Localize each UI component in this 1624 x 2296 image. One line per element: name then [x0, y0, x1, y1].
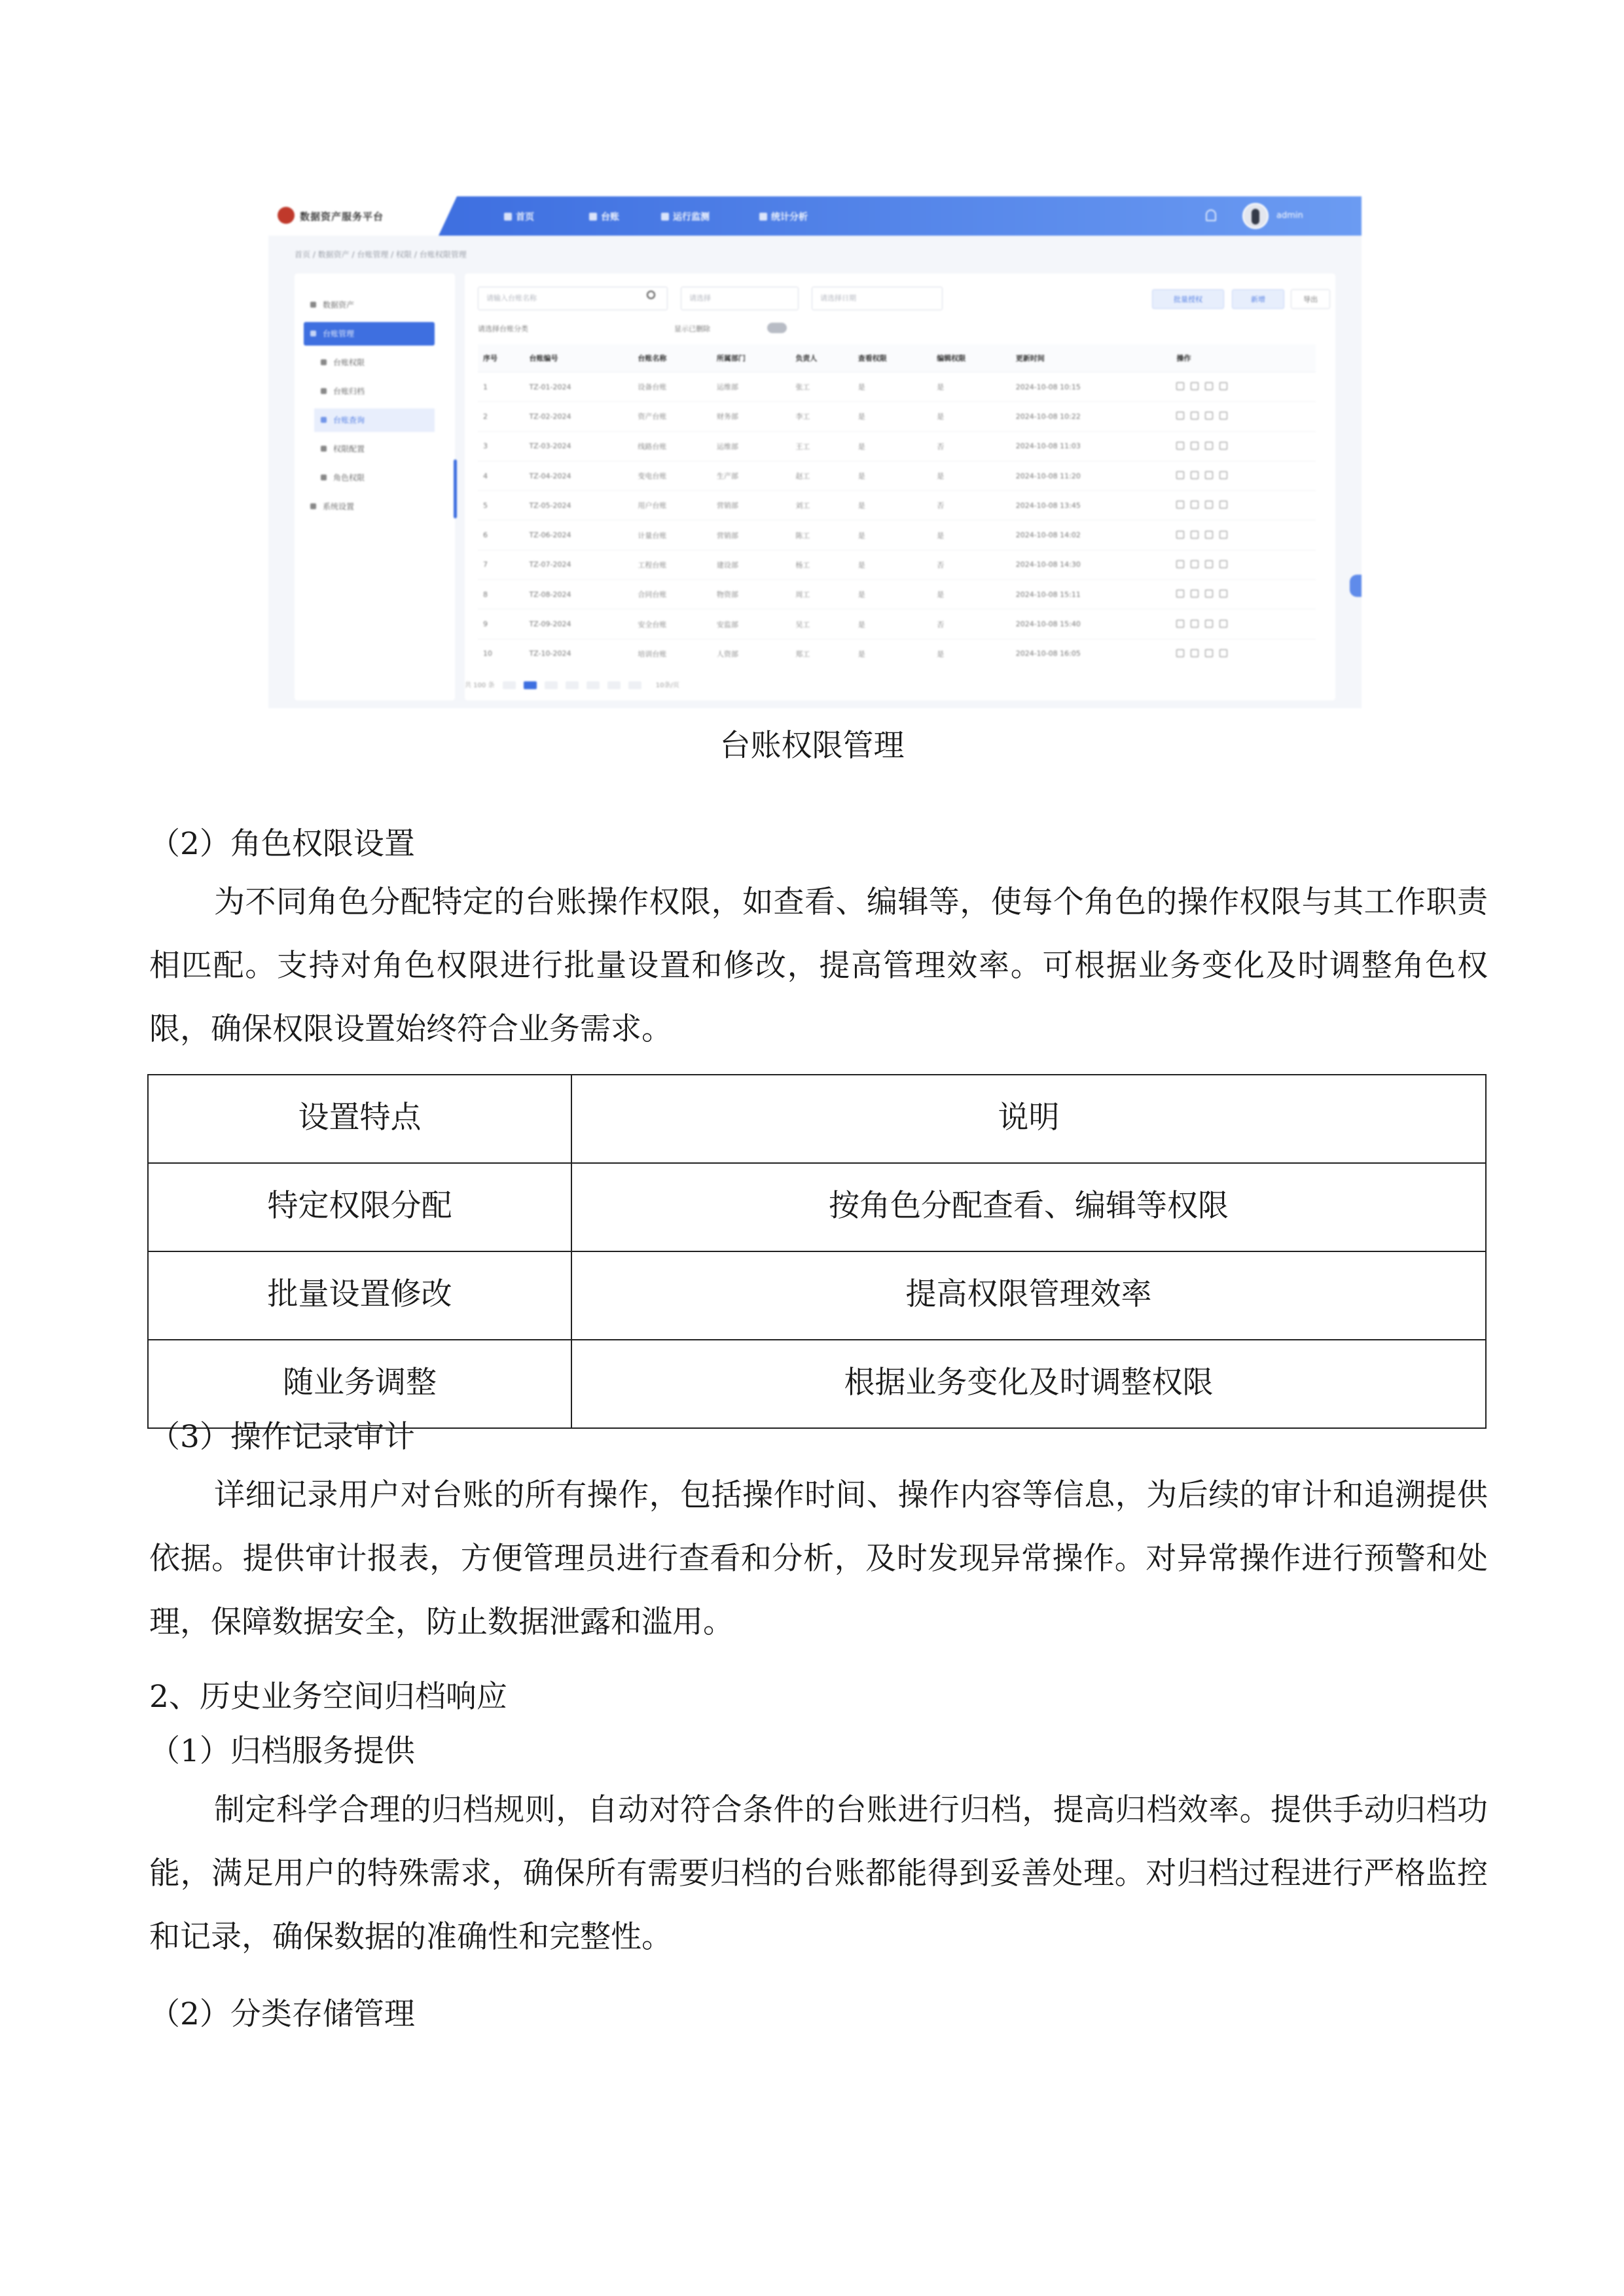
edit-icon[interactable] [1191, 649, 1199, 657]
page-button[interactable] [566, 681, 579, 689]
category-filter[interactable]: 请选择台账分类 [478, 325, 528, 333]
table-cell: 郑工 [790, 639, 852, 668]
avatar[interactable] [1242, 203, 1269, 229]
section-audit-heading: （3）操作记录审计 [149, 1419, 415, 1455]
table-row[interactable] [478, 461, 1316, 490]
table-row[interactable] [478, 580, 1316, 609]
table-cell: 是 [853, 550, 931, 579]
row-actions [1171, 550, 1316, 579]
view-icon[interactable] [1176, 412, 1184, 420]
delete-icon[interactable] [1219, 649, 1227, 657]
user-name[interactable]: admin [1276, 211, 1303, 221]
batch-authorize-button[interactable]: 批量授权 [1152, 289, 1224, 309]
para-audit: 详细记录用户对台账的所有操作，包括操作时间、操作内容等信息，为后续的审计和追溯提供依据。提供审计报表，方便管理员进行查看和分析，及时发现异常操作。对异常操作进行预警和处理，保障数据安全，防止数据泄露和滥用。 [149, 1477, 1488, 1640]
table-row[interactable] [478, 491, 1316, 520]
table-cell: 否 [931, 550, 1010, 579]
delete-icon[interactable] [1219, 590, 1227, 598]
table-cell: 运维部 [712, 431, 790, 461]
table-cell: 2024-10-08 10:15 [1011, 372, 1172, 402]
sidebar-item-query[interactable]: 台账查询 [314, 408, 435, 432]
table-cell: 特定权限分配 [148, 1163, 571, 1251]
table-cell: 线路台账 [632, 431, 711, 461]
row-actions [1171, 639, 1316, 668]
role-permission-table [147, 1074, 1487, 1429]
row-actions [1171, 580, 1316, 609]
nav-stats[interactable]: 统计分析 [759, 210, 808, 223]
table-cell: 赵工 [790, 461, 852, 490]
sidebar-item-archive[interactable]: 台账归档 [314, 380, 435, 403]
table-cell: 设备台账 [632, 372, 711, 402]
table-cell: TZ-01-2024 [524, 372, 632, 402]
table-cell: 按角色分配查看、编辑等权限 [571, 1163, 1486, 1251]
copy-icon[interactable] [1205, 560, 1213, 568]
edit-icon[interactable] [1191, 531, 1199, 539]
copy-icon[interactable] [1205, 531, 1213, 539]
date-picker[interactable]: 请选择日期 [812, 287, 943, 310]
row-actions [1171, 520, 1316, 550]
table-cell: 5 [478, 491, 524, 520]
table-cell: 是 [853, 461, 931, 490]
view-icon[interactable] [1176, 560, 1184, 568]
copy-icon[interactable] [1205, 442, 1213, 450]
page-button[interactable] [545, 681, 558, 689]
table-cell: 4 [478, 461, 524, 490]
row-actions [1171, 372, 1316, 402]
floating-help-button[interactable] [1350, 575, 1362, 597]
delete-icon[interactable] [1219, 442, 1227, 450]
view-icon[interactable] [1176, 620, 1184, 628]
edit-icon[interactable] [1191, 442, 1199, 450]
table-cell: 批量设置修改 [148, 1251, 571, 1340]
figure-caption: 台账权限管理 [719, 728, 905, 764]
monitor-icon [661, 213, 669, 221]
table-cell: TZ-07-2024 [524, 550, 632, 579]
section-storage-heading: （2）分类存储管理 [149, 1996, 415, 2032]
table-cell: 张工 [790, 372, 852, 402]
table-cell: 2024-10-08 14:02 [1011, 520, 1172, 550]
sidebar-item-role-permission[interactable]: 角色权限 [314, 466, 435, 490]
edit-icon[interactable] [1191, 412, 1199, 420]
nav-monitor[interactable]: 运行监测 [661, 210, 710, 223]
export-button[interactable]: 导出 [1291, 289, 1330, 309]
table-cell: 营销部 [712, 491, 790, 520]
table-cell: 培训台账 [632, 639, 711, 668]
table-cell: TZ-09-2024 [524, 609, 632, 639]
nav-home[interactable]: 首页 [504, 210, 534, 223]
breadcrumb: 首页 / 数据资产 / 台账管理 / 权限 / 台账权限管理 [295, 250, 467, 259]
table-cell: 生产部 [712, 461, 790, 490]
table-cell: 杨工 [790, 550, 852, 579]
table-cell: TZ-03-2024 [524, 431, 632, 461]
table-cell: 9 [478, 609, 524, 639]
table-cell: 物资部 [712, 580, 790, 609]
table-row [148, 1251, 1486, 1340]
edit-icon[interactable] [1191, 471, 1199, 479]
row-actions [1171, 431, 1316, 461]
table-cell: 资产台账 [632, 402, 711, 431]
table-cell: 2024-10-08 11:03 [1011, 431, 1172, 461]
table-cell: 王工 [790, 431, 852, 461]
section-service-heading: （1）归档服务提供 [149, 1733, 415, 1769]
column-header: 操作 [1171, 344, 1316, 372]
table-cell: 运维部 [712, 372, 790, 402]
table-cell: 1 [478, 372, 524, 402]
copy-icon[interactable] [1205, 501, 1213, 509]
table-row[interactable] [478, 639, 1316, 668]
column-header: 台账名称 [632, 344, 711, 372]
table-cell: 营销部 [712, 520, 790, 550]
delete-icon[interactable] [1219, 620, 1227, 628]
table-cell: 安监部 [712, 609, 790, 639]
main-panel [465, 274, 1335, 700]
edit-icon[interactable] [1191, 590, 1199, 598]
sidebar-item-assets[interactable]: 数据资产 [304, 293, 435, 317]
table-header-cell: 说明 [571, 1075, 1486, 1163]
bell-icon[interactable] [1206, 209, 1216, 221]
sidebar-item-ledger-permission[interactable]: 台账权限 [314, 351, 435, 374]
pager-size[interactable]: 10条/页 [655, 682, 679, 689]
table-cell: 10 [478, 639, 524, 668]
column-header: 编辑权限 [931, 344, 1010, 372]
table-cell: 2024-10-08 13:45 [1011, 491, 1172, 520]
column-header: 查看权限 [853, 344, 931, 372]
delete-icon[interactable] [1219, 412, 1227, 420]
column-header: 负责人 [790, 344, 852, 372]
view-icon[interactable] [1176, 382, 1184, 390]
edit-icon[interactable] [1191, 382, 1199, 390]
table-cell: 是 [853, 491, 931, 520]
view-icon[interactable] [1176, 531, 1184, 539]
table-cell: 是 [931, 520, 1010, 550]
pagination [465, 679, 679, 689]
view-icon[interactable] [1176, 649, 1184, 657]
para-role: 为不同角色分配特定的台账操作权限，如查看、编辑等，使每个角色的操作权限与其工作职责相匹配。支持对角色权限进行批量设置和修改，提高管理效率。可根据业务变化及时调整角色权限，确保权限设置始终符合业务需求。 [149, 884, 1488, 1047]
table-row[interactable] [478, 372, 1316, 402]
row-actions [1171, 609, 1316, 639]
table-cell: 是 [931, 639, 1010, 668]
add-button[interactable]: 新增 [1232, 289, 1284, 309]
table-cell: 变电台账 [632, 461, 711, 490]
department-select[interactable]: 请选择 [681, 287, 799, 310]
delete-icon[interactable] [1219, 501, 1227, 509]
table-cell: 8 [478, 580, 524, 609]
table-header-row [478, 344, 1316, 372]
table-cell: 2024-10-08 10:22 [1011, 402, 1172, 431]
table-cell: 是 [853, 431, 931, 461]
table-cell: 工程台账 [632, 550, 711, 579]
page-prev[interactable] [503, 681, 516, 689]
copy-icon[interactable] [1205, 382, 1213, 390]
table-cell: TZ-04-2024 [524, 461, 632, 490]
view-icon[interactable] [1176, 590, 1184, 598]
table-cell: 否 [931, 431, 1010, 461]
copy-icon[interactable] [1205, 620, 1213, 628]
table-cell: 刘工 [790, 491, 852, 520]
table-cell: 计量台账 [632, 520, 711, 550]
table-cell: TZ-05-2024 [524, 491, 632, 520]
para-service: 制定科学合理的归档规则，自动对符合条件的台账进行归档，提高归档效率。提供手动归档功能，满足用户的特殊需求，确保所有需要归档的台账都能得到妥善处理。对归档过程进行严格监控和记录，确保数据的准确性和完整性。 [149, 1792, 1488, 1955]
table-cell: 建设部 [712, 550, 790, 579]
table-cell: 根据业务变化及时调整权限 [571, 1340, 1486, 1428]
table-header-row [148, 1075, 1486, 1163]
home-icon [504, 213, 512, 221]
row-actions [1171, 402, 1316, 431]
delete-icon[interactable] [1219, 382, 1227, 390]
sidebar [295, 274, 455, 700]
view-icon[interactable] [1176, 501, 1184, 509]
copy-icon[interactable] [1205, 412, 1213, 420]
platform-title: 数据资产服务平台 [300, 211, 384, 223]
nav-ledger[interactable]: 台账 [589, 210, 619, 223]
table-cell: 2 [478, 402, 524, 431]
header-nav-bar [439, 196, 1362, 236]
table-cell: 吴工 [790, 609, 852, 639]
show-deleted-toggle[interactable] [767, 323, 787, 333]
table-row [148, 1163, 1486, 1251]
table-cell: 财务部 [712, 402, 790, 431]
table-cell: 否 [931, 609, 1010, 639]
table-cell: 7 [478, 550, 524, 579]
table-cell: 是 [931, 461, 1010, 490]
table-cell: 是 [853, 402, 931, 431]
table-cell: 2024-10-08 15:11 [1011, 580, 1172, 609]
delete-icon[interactable] [1219, 471, 1227, 479]
table-header-cell: 设置特点 [148, 1075, 571, 1163]
table-cell: 是 [853, 639, 931, 668]
page-current[interactable] [524, 681, 537, 689]
ledger-permission-screenshot [268, 196, 1362, 708]
edit-icon[interactable] [1191, 620, 1199, 628]
table-cell: 是 [853, 580, 931, 609]
delete-icon[interactable] [1219, 531, 1227, 539]
platform-logo [278, 207, 295, 224]
column-header: 更新时间 [1011, 344, 1172, 372]
view-icon[interactable] [1176, 442, 1184, 450]
table-cell: 是 [931, 580, 1010, 609]
row-actions [1171, 461, 1316, 490]
table-cell: 提高权限管理效率 [571, 1251, 1486, 1340]
delete-icon[interactable] [1219, 560, 1227, 568]
column-header: 序号 [478, 344, 524, 372]
copy-icon[interactable] [1205, 590, 1213, 598]
table-cell: 陈工 [790, 520, 852, 550]
table-cell: 周工 [790, 580, 852, 609]
search-icon[interactable] [647, 291, 655, 299]
table-cell: 2024-10-08 16:05 [1011, 639, 1172, 668]
table-row [148, 1340, 1486, 1428]
table-cell: 是 [931, 402, 1010, 431]
page-button[interactable] [586, 681, 600, 689]
page-next[interactable] [628, 681, 641, 689]
ledger-icon [589, 213, 597, 221]
sidebar-item-ledger[interactable]: 台账管理 [304, 322, 435, 346]
row-actions [1171, 491, 1316, 520]
table-cell: TZ-10-2024 [524, 639, 632, 668]
table-row[interactable] [478, 402, 1316, 431]
sidebar-item-permission-config[interactable]: 权限配置 [314, 437, 435, 461]
view-icon[interactable] [1176, 471, 1184, 479]
table-cell: 李工 [790, 402, 852, 431]
pager-total: 共 100 条 [465, 682, 495, 689]
table-row[interactable] [478, 431, 1316, 461]
table-row[interactable] [478, 609, 1316, 639]
toggle-label: 显示已删除 [674, 325, 710, 333]
table-cell: 6 [478, 520, 524, 550]
table-cell: 2024-10-08 15:40 [1011, 609, 1172, 639]
ledger-table [478, 344, 1316, 668]
table-cell: 安全台账 [632, 609, 711, 639]
table-cell: 人资部 [712, 639, 790, 668]
table-cell: 随业务调整 [148, 1340, 571, 1428]
copy-icon[interactable] [1205, 649, 1213, 657]
table-cell: 否 [931, 491, 1010, 520]
table-cell: 用户台账 [632, 491, 711, 520]
section-role-heading: （2）角色权限设置 [149, 826, 415, 862]
table-cell: TZ-06-2024 [524, 520, 632, 550]
table-cell: TZ-08-2024 [524, 580, 632, 609]
edit-icon[interactable] [1191, 501, 1199, 509]
archive-heading: 2、历史业务空间归档响应 [149, 1679, 507, 1715]
table-cell: 2024-10-08 14:30 [1011, 550, 1172, 579]
column-header: 所属部门 [712, 344, 790, 372]
table-row[interactable] [478, 550, 1316, 579]
table-cell: 2024-10-08 11:20 [1011, 461, 1172, 490]
copy-icon[interactable] [1205, 471, 1213, 479]
table-cell: 是 [853, 609, 931, 639]
sidebar-item-settings[interactable]: 系统设置 [304, 495, 435, 518]
table-cell: 3 [478, 431, 524, 461]
table-cell: 合同台账 [632, 580, 711, 609]
sidebar-scrollbar[interactable] [454, 459, 457, 518]
table-cell: 是 [931, 372, 1010, 402]
edit-icon[interactable] [1191, 560, 1199, 568]
table-cell: 是 [853, 372, 931, 402]
table-cell: TZ-02-2024 [524, 402, 632, 431]
chart-icon [759, 213, 767, 221]
page-button[interactable] [607, 681, 621, 689]
search-input[interactable]: 请输入台账名称 [478, 287, 668, 310]
table-cell: 是 [853, 520, 931, 550]
column-header: 台账编号 [524, 344, 632, 372]
table-row[interactable] [478, 520, 1316, 550]
